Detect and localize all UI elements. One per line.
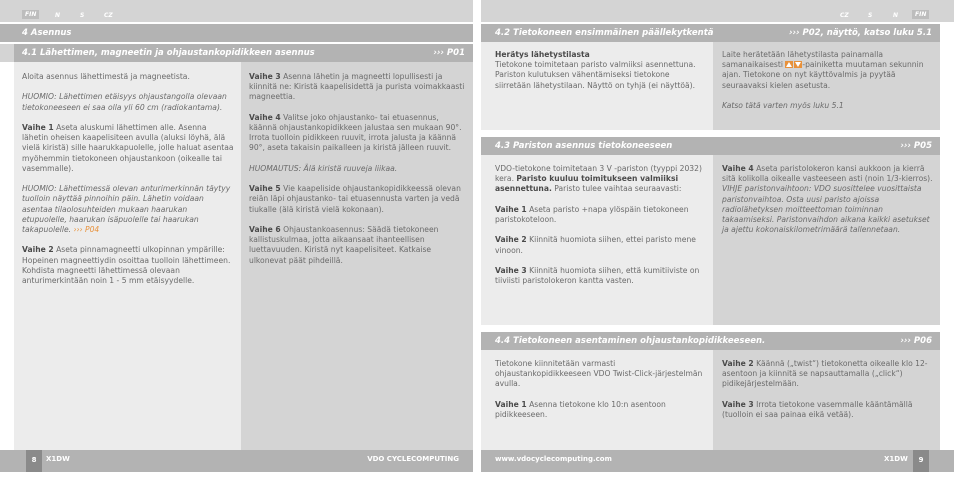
lang-tab-s-r: S <box>868 12 873 19</box>
s42-header <box>481 24 940 42</box>
s43-intro: VDO-tietokone toimitetaan 3 V -pariston (tyyppi 2032) kera. Paristo kuuluu toimitukseen valmiiksi asennettuna. Paristo tulee vaihtaa seuraavasti: <box>495 164 702 194</box>
s42-col1 <box>495 50 707 101</box>
s43-step-2: Vaihe 2 Kiinnitä huomiota siihen, ettei paristo mene vinoon. <box>495 235 696 255</box>
lang-tab-cz-r: CZ <box>840 12 849 19</box>
s42-wake-text: Laite herätetään lähetystilasta painamalla samanaikaisesti -painiketta muutaman sekunnin ajan. Tietokone on nyt käyttövalmis ja pyytää seuraavaksi kielen asetusta. <box>722 50 924 90</box>
step-4: Vaihe 4 Valitse joko ohjaustanko- tai etuasennus, käännä ohjaustankopidikkeen jalustaa sen mukaan 90°. Irrota tuolloin pidikkeen ruuvit, irrota jalusta ja käännä 90°, aseta takaisin paikalleen ja kiristä jälleen ruuvit. <box>249 112 462 153</box>
footer-model-left: X1DW <box>46 455 70 463</box>
s44-ref: ››› P06 <box>900 336 932 346</box>
s43-col2 <box>722 164 934 246</box>
s42-ref: ››› P02, näyttö, katso luku 5.1 <box>789 28 932 38</box>
step-5: Vaihe 5 Vie kaapeliside ohjaustankopidikkeessä olevan reiän läpi ohjaustanko- tai etuasennusta varten ja vedä tiukalle (älä kiristä vielä kokonaan). <box>249 184 461 214</box>
footer-brand: VDO CYCLECOMPUTING <box>367 455 459 463</box>
s42-title: 4.2 Tietokoneen ensimmäinen päällekytkentä <box>495 28 714 38</box>
left-column-2 <box>249 72 465 276</box>
top-bar-left <box>0 0 473 22</box>
s44-intro: Tietokone kiinnitetään varmasti ohjaustankopidikkeeseen VDO Twist-Click-järjestelmän avulla. <box>495 359 703 389</box>
subsection-title: 4.1 Lähettimen, magneetin ja ohjaustankopidikkeen asennus <box>22 48 315 58</box>
footer-right <box>481 450 954 472</box>
step-3: Vaihe 3 Asenna lähetin ja magneetti lopullisesti ja kiinnitä ne: Kiristä kaapelisidettä ja purista voimakkaasti magneettia. <box>249 72 465 102</box>
s44-step-1: Vaihe 1 Asenna tietokone klo 10:n asentoon pidikkeeseen. <box>495 399 666 419</box>
footer-model-right: X1DW <box>884 455 908 463</box>
s42-col2 <box>722 50 934 121</box>
s44-col1 <box>495 359 707 430</box>
lang-tab-n-r: N <box>893 12 899 19</box>
top-bar-right <box>481 0 954 22</box>
s43-col1 <box>495 164 707 297</box>
step-6: Vaihe 6 Ohjaustankoasennus: Säädä tietokoneen kallistuskulmaa, jotta aikaansaat ihanteellisen luettavuuden. Kiristä nyt kaapelisiteet. Katkaise ulkonevat päät pihdeillä. <box>249 224 439 265</box>
subsection-header <box>14 44 473 62</box>
page-number-left: 8 <box>26 450 42 472</box>
page-number-right: 9 <box>913 450 929 472</box>
lang-tab-n: N <box>55 12 61 19</box>
step-2: Vaihe 2 Aseta pinnamagneetti ulkopinnan ympärille: Hopeinen magneettiydin osoittaa tuolloin lähettimeen. Kohdista magneetti lähettimessä olevaan anturimerkintään noin 1 - 5 mm etäisyydelle. <box>22 245 231 285</box>
left-column-1 <box>22 72 234 296</box>
lang-tab-s: S <box>80 12 85 19</box>
s43-step-3: Vaihe 3 Kiinnitä huomiota siihen, että kumitiiviste on tiiviisti paristolokeron kantta vasten. <box>495 265 700 286</box>
lang-tab-fin-r: FIN <box>912 10 929 19</box>
subsection-ref: ››› P01 <box>433 48 465 58</box>
footer-left <box>0 450 473 472</box>
step-1: Vaihe 1 Aseta aluskumi lähettimen alle. Asenna lähetin oheisen kaapelisiteen avulla (aluksi löyhä, älä vielä kiristä) sille haarukkapuolelle, jolle haluat asentaa myöhemmin tietokoneen ohjaustankoon (oikealle tai vasemmalle). <box>22 122 234 173</box>
s44-step-2: Vaihe 2 Käännä („twist“) tietokonetta oikealle klo 12-asentoon ja kiinnitä se napsauttamalla („click“) pidikejärjestelmään. <box>722 359 928 389</box>
s43-title: 4.3 Pariston asennus tietokoneeseen <box>495 141 673 151</box>
s44-title: 4.4 Tietokoneen asentaminen ohjaustankopidikkeeseen. <box>495 336 766 346</box>
note-sensor: HUOMIO: Lähettimessä olevan anturimerkinnän täytyy tuolloin näyttää pinnoihin päin. Lähetin voidaan asentaa tilaolosuhteiden mukaan haarukan etupuolelle, haarukan isäpuolelle tai haarukan takapuolelle. ››› P04 <box>22 184 231 234</box>
footer-url: www.vdocyclecomputing.com <box>495 455 612 463</box>
s42-heading: Herätys lähetystilasta <box>495 50 590 59</box>
note-screws: HUOMAUTUS: Älä kiristä ruuveja liikaa. <box>249 163 398 173</box>
s43-step-4: Vaihe 4 Aseta paristolokeron kansi aukkoon ja kierrä sitä kolikolla oikealle vasteeseen asti (noin 1/3-kierros). <box>722 164 933 184</box>
ref-p04: ››› P04 <box>71 225 100 234</box>
s43-step-1: Vaihe 1 Aseta paristo +napa ylöspäin tietokoneen paristokoteloon. <box>495 204 689 224</box>
lang-tab-fin: FIN <box>22 10 39 19</box>
s43-header <box>481 137 940 155</box>
section-title: 4 Asennus <box>22 28 72 38</box>
lang-tab-cz: CZ <box>104 12 113 19</box>
section-header <box>0 24 473 42</box>
s44-col2 <box>722 359 934 430</box>
up-button-icon <box>785 61 793 68</box>
s44-header <box>481 332 940 350</box>
s42-note: Katso tätä varten myös luku 5.1 <box>722 101 844 110</box>
s44-step-3: Vaihe 3 Irrota tietokone vasemmalle kääntämällä (tuolloin ei saa painaa eikä vetää). <box>722 399 913 419</box>
s42-col1-text: Herätys lähetystilasta Tietokone toimitetaan paristo valmiiksi asennettuna. Pariston kulutuksen vähentämiseksi tietokone siirretään lähetystilaan. Näyttö on tyhjä (ei näyttöä). <box>495 50 696 90</box>
s43-tip: VIHJE paristonvaihtoon: VDO suosittelee vuosittaista paristonvaihtoa. Osta uusi paristo ajoissa radiolähetyksen moitteettoman toiminnan takaamiseksi. Paristonvaihdon aikana kaikki asetukset ja ajettu kokonaiskilometrimäärä tallennetaan. <box>722 184 930 235</box>
note-range: HUOMIO: Lähettimen etäisyys ohjaustangolla olevaan tietokoneeseen ei saa olla yli 60 cm (radiokantama). <box>22 92 227 112</box>
s43-ref: ››› P05 <box>900 141 932 151</box>
intro-text: Aloita asennus lähettimestä ja magneetista. <box>22 72 190 81</box>
page-gutter <box>473 0 481 477</box>
